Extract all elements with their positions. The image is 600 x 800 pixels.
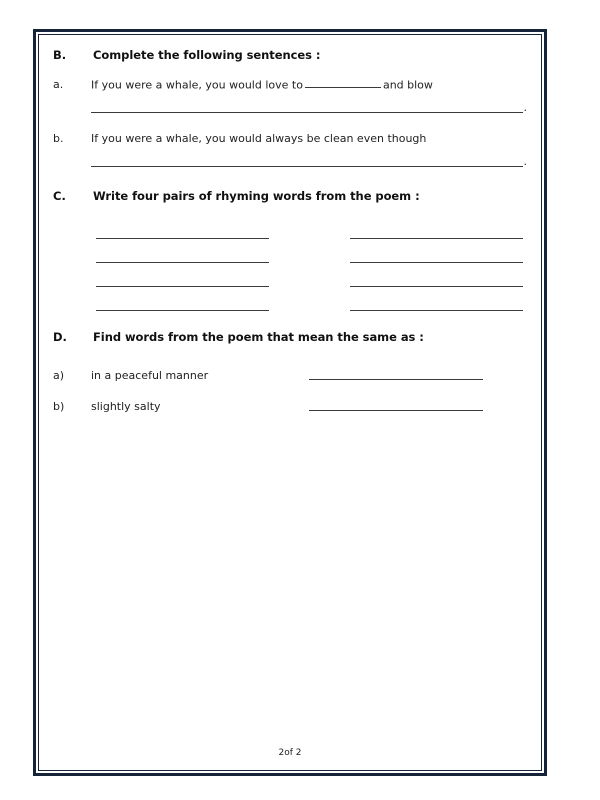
meaning-b-label: b) xyxy=(53,400,65,414)
rhyme-pair-row xyxy=(53,239,527,263)
question-b-a xyxy=(53,78,527,91)
question-b-a-text xyxy=(91,78,433,91)
section-d-letter: D. xyxy=(53,330,67,345)
question-b-a-text-after: and blow xyxy=(382,78,433,92)
rhyme-blank-left[interactable] xyxy=(96,262,269,263)
question-b-a-answer-line-row xyxy=(53,102,527,113)
question-b-a-text-before: If you were a whale, you would love to xyxy=(91,78,303,92)
rhyme-pair-row xyxy=(53,215,527,239)
worksheet-page-border xyxy=(33,29,547,776)
section-c-title: Write four pairs of rhyming words from the poem : xyxy=(93,189,420,204)
question-b-a-answer-line[interactable] xyxy=(91,112,523,113)
question-b-a-period: . xyxy=(523,101,527,115)
section-d-heading xyxy=(53,330,527,344)
meaning-row-a xyxy=(53,358,527,382)
rhyme-pair-row xyxy=(53,287,527,311)
rhyme-blank-right[interactable] xyxy=(350,286,523,287)
section-b xyxy=(53,48,527,167)
rhyme-pair-row xyxy=(53,263,527,287)
section-c xyxy=(53,189,527,311)
question-b-b-label: b. xyxy=(53,132,64,146)
rhyme-blank-left[interactable] xyxy=(96,310,269,311)
rhyme-blank-right[interactable] xyxy=(350,238,523,239)
section-d xyxy=(53,330,527,413)
rhyme-blank-right[interactable] xyxy=(350,262,523,263)
page-number-footer: 2of 2 xyxy=(278,748,302,758)
meaning-a-clue: in a peaceful manner xyxy=(91,369,209,383)
question-b-a-inline-blank[interactable] xyxy=(305,78,381,88)
meaning-a-label: a) xyxy=(53,369,65,383)
rhyme-blank-left[interactable] xyxy=(96,286,269,287)
question-b-a-label: a. xyxy=(53,78,64,92)
section-b-heading xyxy=(53,48,527,62)
rhyming-words-grid xyxy=(53,215,527,311)
section-c-heading xyxy=(53,189,527,203)
question-b-b-answer-line[interactable] xyxy=(91,166,523,167)
worksheet-page-border-inner xyxy=(38,34,542,771)
rhyme-blank-right[interactable] xyxy=(350,310,523,311)
meaning-row-b xyxy=(53,389,527,413)
question-b-b xyxy=(53,132,527,145)
section-d-title: Find words from the poem that mean the same as : xyxy=(93,330,424,345)
meaning-list xyxy=(53,358,527,413)
section-c-letter: C. xyxy=(53,189,66,204)
question-b-b-period: . xyxy=(523,155,527,169)
meaning-a-answer-line[interactable] xyxy=(309,379,483,380)
question-b-b-answer-line-row xyxy=(53,156,527,167)
rhyme-blank-left[interactable] xyxy=(96,238,269,239)
section-b-letter: B. xyxy=(53,48,67,62)
meaning-b-answer-line[interactable] xyxy=(309,410,483,411)
question-b-b-text: If you were a whale, you would always be clean even though xyxy=(91,132,427,146)
section-b-title: Complete the following sentences : xyxy=(93,48,321,62)
meaning-b-clue: slightly salty xyxy=(91,400,161,414)
worksheet-content xyxy=(39,35,541,770)
